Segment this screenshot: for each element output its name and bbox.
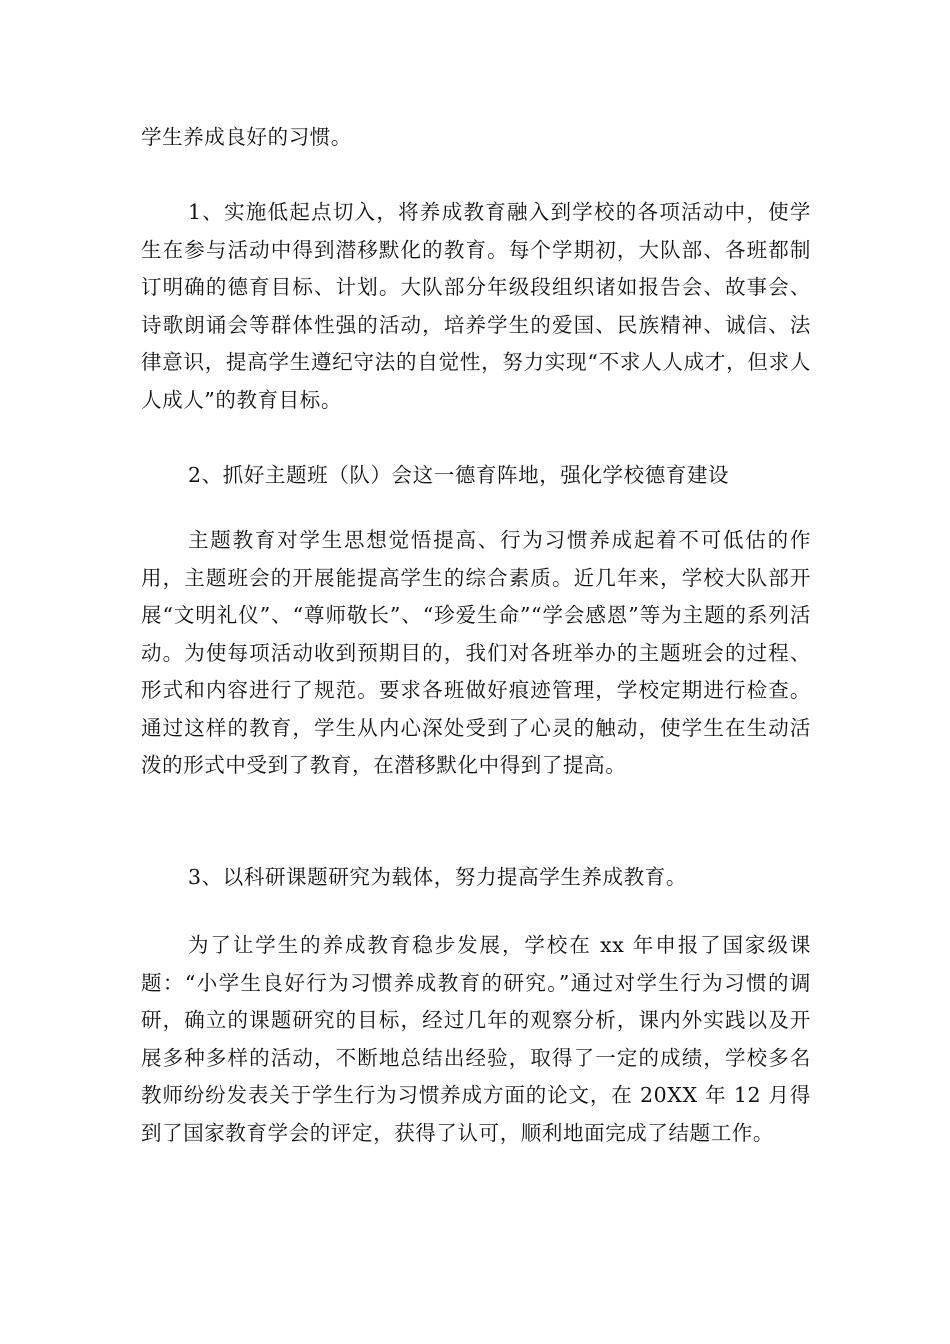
paragraph-item-1: 1、实施低起点切入，将养成教育融入到学校的各项活动中，使学生在参与活动中得到潜移默化的教育。每个学期初，大队部、各班都制订明确的德育目标、计划。大队部分年级段组织诸如报告会、故事会、诗歌朗诵会等群体性强的活动，培养学生的爱国、民族精神、诚信、法律意识，提高学生遵纪守法的自觉性，努力实现“不求人人成才，但求人人成人”的教育目标。 bbox=[141, 200, 811, 412]
paragraph-heading-2: 2、抓好主题班（队）会这一德育阵地，强化学校德育建设 bbox=[188, 463, 730, 487]
paragraph-continuation: 学生养成良好的习惯。 bbox=[141, 125, 352, 149]
paragraph-body-2: 主题教育对学生思想觉悟提高、行为习惯养成起着不可低估的作用，主题班会的开展能提高学生的综合素质。近几年来，学校大队部开展“文明礼仪”、“尊师敬长”、“珍爱生命”“学会感恩”等为主题的系列活动。为使每项活动收到预期目的，我们对各班举办的主题班会的过程、形式和内容进行了规范。要求各班做好痕迹管理，学校定期进行检查。通过这样的教育，学生从内心深处受到了心灵的触动，使学生在生动活泼的形式中受到了教育，在潜移默化中得到了提高。 bbox=[141, 528, 811, 777]
paragraph-body-3: 为了让学生的养成教育稳步发展，学校在 xx 年申报了国家级课题：“小学生良好行为习惯养成教育的研究。”通过对学生行为习惯的调研，确立的课题研究的目标，经过几年的观察分析，课内外实践以及开展多种多样的活动，不断地总结出经验，取得了一定的成绩，学校多名教师纷纷发表关于学生行为习惯养成方面的论文，在 20XX 年 12 月得到了国家教育学会的评定，获得了认可，顺利地面完成了结题工作。 bbox=[141, 933, 811, 1145]
paragraph-heading-3: 3、以科研课题研究为载体，努力提高学生养成教育。 bbox=[188, 865, 687, 889]
